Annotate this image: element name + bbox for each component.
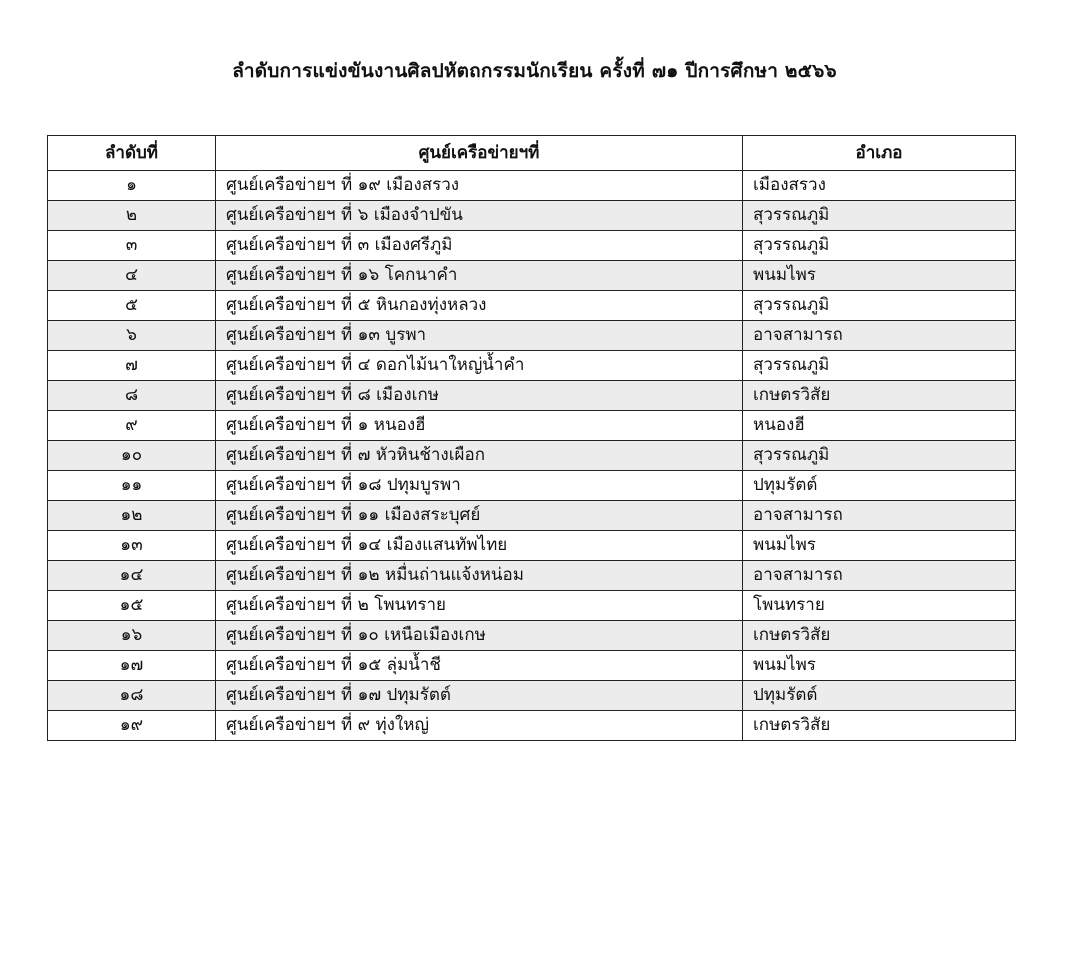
rank-cell: ๑๓ — [48, 531, 216, 561]
center-cell: ศูนย์เครือข่ายฯ ที่ ๗ หัวหินช้างเผือก — [216, 441, 743, 471]
table-row — [48, 261, 1016, 291]
header-district: อำเภอ — [743, 136, 1016, 171]
center-cell: ศูนย์เครือข่ายฯ ที่ ๑๘ ปทุมบูรพา — [216, 471, 743, 501]
rank-cell: ๗ — [48, 351, 216, 381]
rank-cell: ๑๒ — [48, 501, 216, 531]
center-cell: ศูนย์เครือข่ายฯ ที่ ๘ เมืองเกษ — [216, 381, 743, 411]
rank-cell: ๖ — [48, 321, 216, 351]
district-cell: สุวรรณภูมิ — [743, 291, 1016, 321]
district-cell: เกษตรวิสัย — [743, 711, 1016, 741]
center-cell: ศูนย์เครือข่ายฯ ที่ ๔ ดอกไม้นาใหญ่น้ำคำ — [216, 351, 743, 381]
center-cell: ศูนย์เครือข่ายฯ ที่ ๑๔ เมืองแสนทัพไทย — [216, 531, 743, 561]
table-row — [48, 621, 1016, 651]
table-row — [48, 591, 1016, 621]
district-cell: สุวรรณภูมิ — [743, 351, 1016, 381]
page-title: ลำดับการแข่งขันงานศิลปหัตถกรรมนักเรียน ครั้งที่ ๗๑ ปีการศึกษา ๒๕๖๖ — [232, 60, 837, 82]
header-rank: ลำดับที่ — [48, 136, 216, 171]
district-cell: เมืองสรวง — [743, 171, 1016, 201]
district-cell: อาจสามารถ — [743, 501, 1016, 531]
rank-cell: ๑๕ — [48, 591, 216, 621]
table-row — [48, 471, 1016, 501]
rank-cell: ๘ — [48, 381, 216, 411]
center-cell: ศูนย์เครือข่ายฯ ที่ ๑ หนองฮี — [216, 411, 743, 441]
ranking-table — [47, 135, 1016, 741]
rank-cell: ๑๑ — [48, 471, 216, 501]
table-row — [48, 291, 1016, 321]
district-cell: หนองฮี — [743, 411, 1016, 441]
table-row — [48, 351, 1016, 381]
table-row — [48, 561, 1016, 591]
rank-cell: ๑๘ — [48, 681, 216, 711]
table-row — [48, 441, 1016, 471]
center-cell: ศูนย์เครือข่ายฯ ที่ ๖ เมืองจำปขัน — [216, 201, 743, 231]
center-cell: ศูนย์เครือข่ายฯ ที่ ๒ โพนทราย — [216, 591, 743, 621]
header-center: ศูนย์เครือข่ายฯที่ — [216, 136, 743, 171]
rank-cell: ๑๔ — [48, 561, 216, 591]
table-row — [48, 411, 1016, 441]
district-cell: สุวรรณภูมิ — [743, 441, 1016, 471]
district-cell: สุวรรณภูมิ — [743, 231, 1016, 261]
center-cell: ศูนย์เครือข่ายฯ ที่ ๑๐ เหนือเมืองเกษ — [216, 621, 743, 651]
center-cell: ศูนย์เครือข่ายฯ ที่ ๕ หินกองทุ่งหลวง — [216, 291, 743, 321]
center-cell: ศูนย์เครือข่ายฯ ที่ ๙ ทุ่งใหญ่ — [216, 711, 743, 741]
district-cell: พนมไพร — [743, 531, 1016, 561]
rank-cell: ๑๖ — [48, 621, 216, 651]
district-cell: โพนทราย — [743, 591, 1016, 621]
table-row — [48, 201, 1016, 231]
district-cell: ปทุมรัตต์ — [743, 471, 1016, 501]
district-cell: ปทุมรัตต์ — [743, 681, 1016, 711]
table-row — [48, 711, 1016, 741]
center-cell: ศูนย์เครือข่ายฯ ที่ ๑๕ ลุ่มน้ำชี — [216, 651, 743, 681]
district-cell: เกษตรวิสัย — [743, 381, 1016, 411]
rank-cell: ๓ — [48, 231, 216, 261]
center-cell: ศูนย์เครือข่ายฯ ที่ ๑๗ ปทุมรัตต์ — [216, 681, 743, 711]
table-row — [48, 171, 1016, 201]
table-row — [48, 681, 1016, 711]
table-row — [48, 231, 1016, 261]
rank-cell: ๑๐ — [48, 441, 216, 471]
district-cell: อาจสามารถ — [743, 561, 1016, 591]
center-cell: ศูนย์เครือข่ายฯ ที่ ๑๖ โคกนาคำ — [216, 261, 743, 291]
table-row — [48, 381, 1016, 411]
district-cell: พนมไพร — [743, 261, 1016, 291]
center-cell: ศูนย์เครือข่ายฯ ที่ ๑๑ เมืองสระบุศย์ — [216, 501, 743, 531]
center-cell: ศูนย์เครือข่ายฯ ที่ ๑๓ บูรพา — [216, 321, 743, 351]
rank-cell: ๑๙ — [48, 711, 216, 741]
district-cell: สุวรรณภูมิ — [743, 201, 1016, 231]
table-header-row — [48, 136, 1016, 171]
table-row — [48, 501, 1016, 531]
district-cell: พนมไพร — [743, 651, 1016, 681]
center-cell: ศูนย์เครือข่ายฯ ที่ ๓ เมืองศรีภูมิ — [216, 231, 743, 261]
table-row — [48, 531, 1016, 561]
district-cell: อาจสามารถ — [743, 321, 1016, 351]
center-cell: ศูนย์เครือข่ายฯ ที่ ๑๒ หมื่นถ่านแจ้งหน่อม — [216, 561, 743, 591]
table-row — [48, 651, 1016, 681]
rank-cell: ๒ — [48, 201, 216, 231]
center-cell: ศูนย์เครือข่ายฯ ที่ ๑๙ เมืองสรวง — [216, 171, 743, 201]
rank-cell: ๙ — [48, 411, 216, 441]
table-row — [48, 321, 1016, 351]
rank-cell: ๕ — [48, 291, 216, 321]
rank-cell: ๔ — [48, 261, 216, 291]
rank-cell: ๑ — [48, 171, 216, 201]
district-cell: เกษตรวิสัย — [743, 621, 1016, 651]
rank-cell: ๑๗ — [48, 651, 216, 681]
